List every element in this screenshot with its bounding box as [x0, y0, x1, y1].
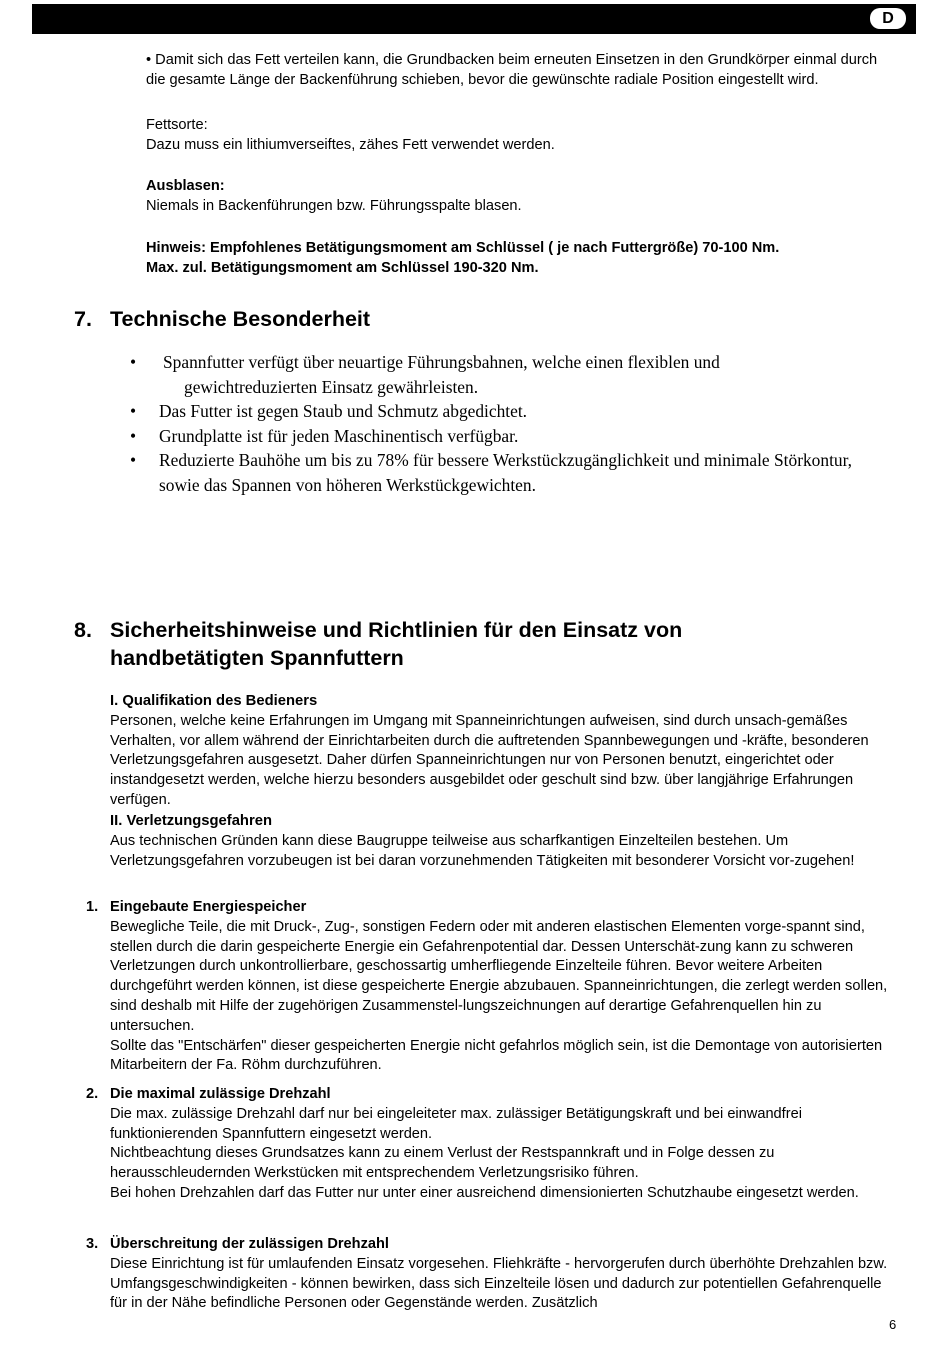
numbered-item-3 — [86, 1235, 898, 1314]
ausblasen-text: Niemals in Backenführungen bzw. Führungsspalte blasen. — [146, 198, 522, 214]
item-title: Eingebaute Energiespeicher — [110, 899, 307, 915]
list-item — [130, 350, 890, 399]
bullet-icon: • — [130, 450, 137, 470]
fett-label: Fettsorte: — [146, 117, 208, 133]
qualification-title: I. Qualifikation des Bedieners — [110, 693, 318, 709]
bullet-icon: • — [130, 352, 137, 372]
ausblasen-label: Ausblasen: — [146, 178, 225, 194]
list-item-text: Grundplatte ist für jeden Maschinentisch verfügbar. — [159, 425, 519, 446]
section7-title: Technische Besonderheit — [110, 307, 371, 331]
section8-number: 8. — [74, 618, 92, 642]
list-item-text: Das Futter ist gegen Staub und Schmutz abgedichtet. — [159, 401, 528, 421]
hinweis-line2: Max. zul. Betätigungsmoment am Schlüssel 190-320 Nm. — [146, 260, 539, 276]
list-item — [130, 448, 890, 497]
item-paragraph: Bewegliche Teile, die mit Druck-, Zug-, sonstigen Federn oder mit anderen elastischen Elementen vorge-spannt sind, stellen durch die darin gespeicherte Energie ein Gefahrenpotential dar. Dessen Unterschät-zung kann zu schweren Verletzungen durch unkontrollierbare, geschossartig umherfliegende Einzelteile führen. Bevor weitere Arbeiten durchgeführt werden können, ist diese gespeicherte Energie abzubauen. Spanneinrichtungen, die zerlegt werden sollen, sind deshalb mit Hilfe der zugehörigen Zusammenstel-lungszeichnungen auf derartige Gefahrenquellen hin zu untersuchen. — [110, 918, 888, 1034]
hinweis-line1: Hinweis: Empfohlenes Betätigungsmoment am Schlüssel ( je nach Futtergröße) 70-100 Nm. — [146, 240, 780, 256]
item-paragraph: Diese Einrichtung ist für umlaufenden Einsatz vorgesehen. Fliehkräfte - hervorgerufen durch überhöhte Drehzahlen bzw. Umfangsgeschwindigkeiten - können bewirken, dass sich Einzelteile lösen und dadurch zur potentiellen Gefahrenquelle für in der Nähe befindliche Personen oder Gegenstände werden. Zusätzlich — [110, 1255, 888, 1312]
section8-title-line1: Sicherheitshinweise und Richtlinien für den Einsatz von — [110, 618, 683, 642]
qualification-text: Personen, welche keine Erfahrungen im Umgang mit Spanneinrichtungen aufweisen, sind durch unsach-gemäßes Verhalten, vor allem während der Einrichtarbeiten durch die auftretenden Spannbewegungen und -kräfte, besonderen Verletzungsgefahren ausgesetzt. Daher dürfen Spanneinrichtungen nur von Personen benutzt, eingerichtet oder instandgesetzt werden, welche hierzu besonders ausgebildet oder geschult sind bzw. über langjährige Erfahrungen verfügen. — [110, 712, 869, 808]
list-item — [130, 399, 890, 424]
section7-list — [130, 350, 890, 497]
item-paragraph: Die max. zulässige Drehzahl darf nur bei eingeleiteter max. zulässiger Betätigungskraft und bei einwandfrei funktionierenden Spannfuttern eingesetzt werden. — [110, 1105, 802, 1142]
list-item-line: gewichtreduzierten Einsatz gewährleisten. — [184, 376, 479, 397]
numbered-item-1 — [86, 898, 898, 1076]
list-item-text: Reduzierte Bauhöhe um bis zu 78% für bessere Werkstückzugänglichkeit und minimale Störkontur, sowie das Spannen von höheren Werkstückgewichten. — [159, 450, 853, 495]
page-number: 6 — [889, 1317, 897, 1332]
item-title: Überschreitung der zulässigen Drehzahl — [110, 1236, 389, 1252]
intro-bullet: • Damit sich das Fett verteilen kann, die Grundbacken beim erneuten Einsetzen in den Grundkörper einmal durch die gesamte Länge der Backenführung schieben, bevor die gewünschte radiale Position eingestellt wird. — [146, 52, 878, 88]
section7-number: 7. — [74, 307, 92, 331]
bullet-icon: • — [130, 401, 137, 421]
item-paragraph: Nichtbeachtung dieses Grundsatzes kann zu einem Verlust der Restspannkraft und in Folge dessen zu herausschleudernden Werkstücken mit entsprechendem Verletzungsrisiko führen. — [110, 1145, 775, 1182]
list-item-line: Spannfutter verfügt über neuartige Führungsbahnen, welche einen flexiblen und — [163, 352, 720, 372]
numbered-item-2 — [86, 1085, 898, 1204]
injury-title: II. Verletzungsgefahren — [110, 813, 272, 829]
list-item — [130, 424, 890, 449]
item-title: Die maximal zulässige Drehzahl — [110, 1086, 331, 1102]
section8-heading — [74, 616, 894, 676]
item-paragraph: Sollte das "Entschärfen" dieser gespeicherten Energie nicht gefahrlos möglich sein, ist die Demontage von autorisierten Mitarbeitern der Fa. Röhm durchzuführen. — [110, 1037, 883, 1074]
item-paragraph: Bei hohen Drehzahlen darf das Futter nur unter einer ausreichend dimensionierten Schutzhaube eingesetzt werden. — [110, 1184, 859, 1201]
section8-qualification — [110, 692, 900, 811]
section7-heading — [74, 305, 894, 335]
item-number: 2. — [86, 1086, 99, 1102]
fett-text: Dazu muss ein lithiumverseiftes, zähes Fett verwendet werden. — [146, 137, 555, 153]
language-badge: D — [870, 8, 906, 29]
section8-injury — [110, 812, 900, 871]
item-number: 1. — [86, 899, 99, 915]
header-bar — [32, 4, 916, 34]
item-number: 3. — [86, 1236, 99, 1252]
section8-title-line2: handbetätigten Spannfuttern — [110, 646, 404, 670]
injury-text: Aus technischen Gründen kann diese Baugruppe teilweise aus scharfkantigen Einzelteilen bestehen. Um Verletzungsgefahren vorzubeugen ist bei daran vorzunehmenden Tätigkeiten mit besonderer Vorsicht vor-zugehen! — [110, 832, 855, 869]
bullet-icon: • — [130, 425, 137, 446]
